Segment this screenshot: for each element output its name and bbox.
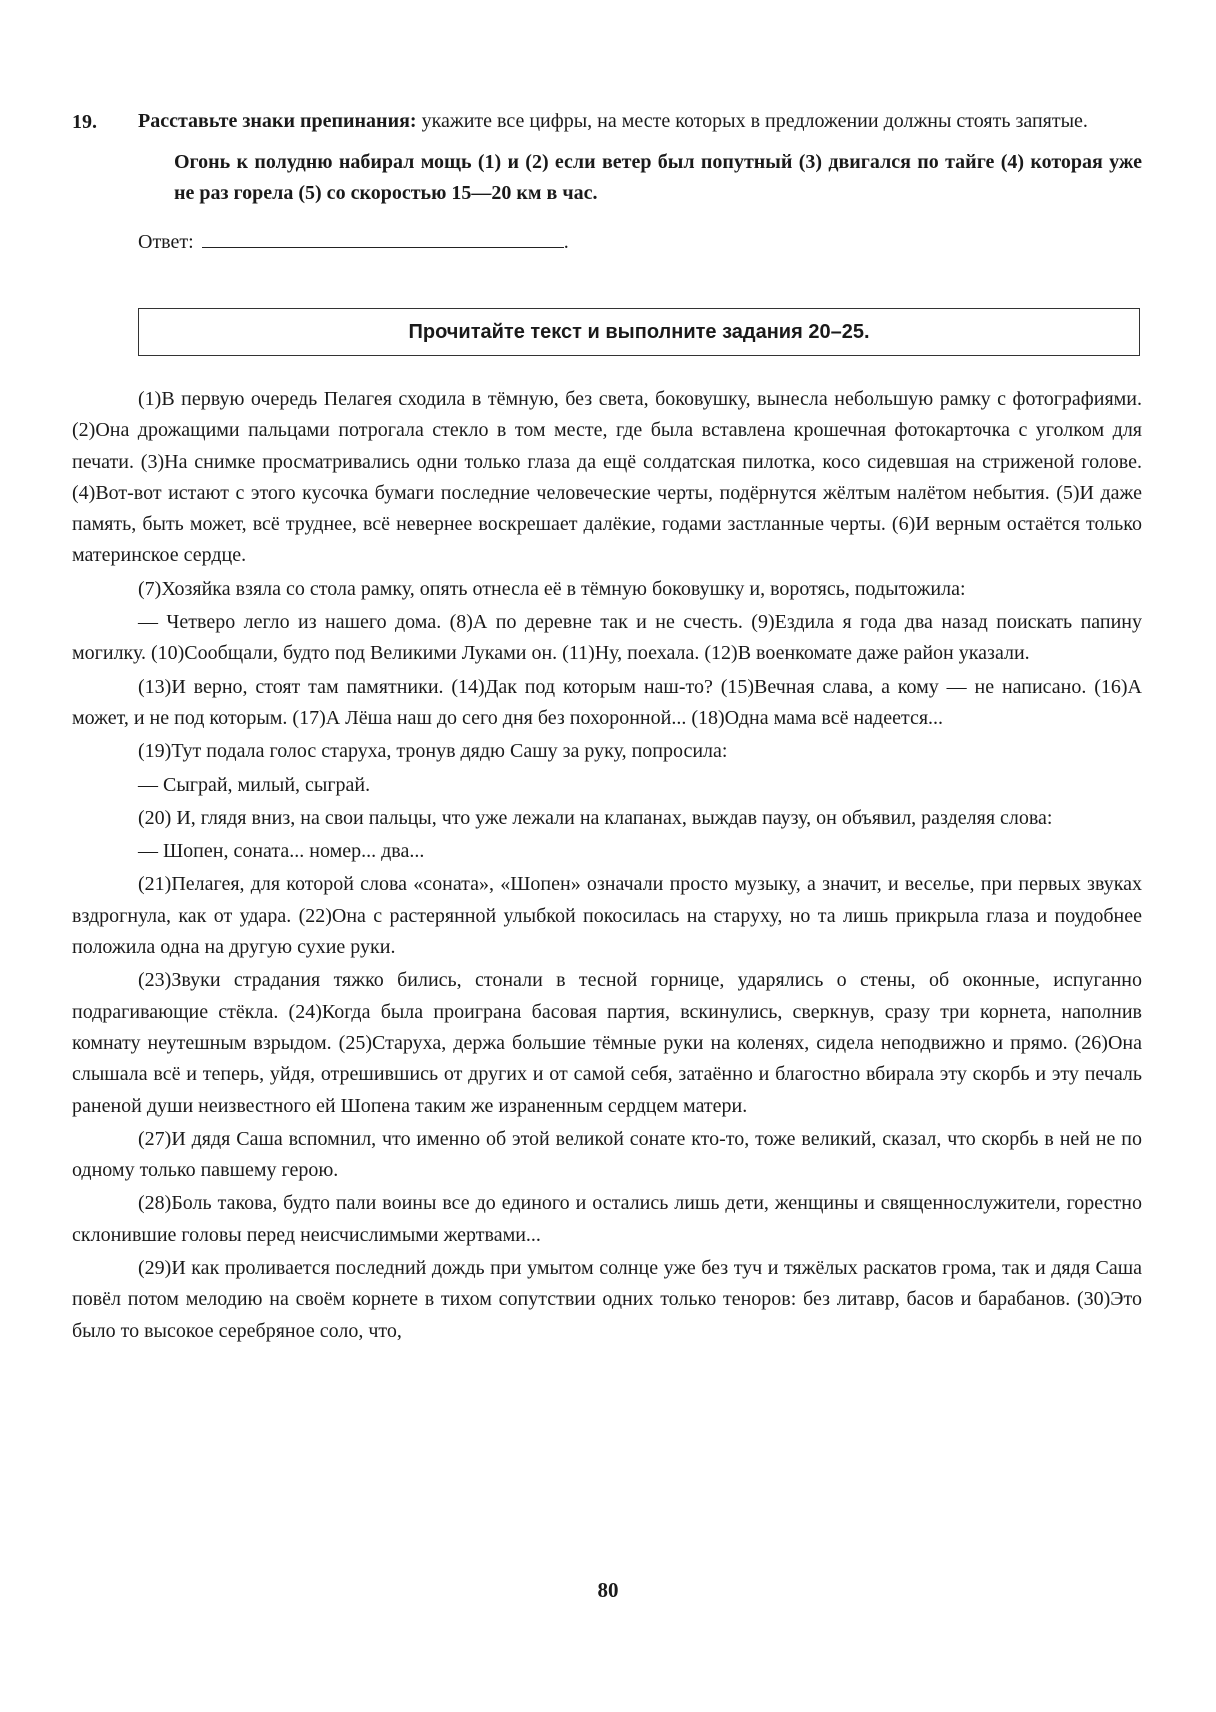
page-number: 80 — [597, 1578, 619, 1602]
reading-text — [72, 384, 1142, 1349]
paragraph: — Четверо легло из нашего дома. (8)А по деревне так и не счесть. (9)Ездила я года два назад поискать папину могилку. (10)Сообщали, будто под Великими Луками он. (11)Ну, поехала. (12)В военкомате даже район указали. — [72, 611, 1142, 665]
answer-end: . — [563, 231, 569, 253]
answer-label: Ответ: — [138, 231, 194, 253]
paragraph: (23)Звуки страдания тяжко бились, стонали в тесной горнице, ударялись о стены, об оконные, испуганно подрагивающие стёкла. (24)Когда была проиграна басовая партия, вскинулись, сверкнув, сразу три корнета, наполнив комнату неутешным взрыдом. (25)Старуха, держа большие тёмные руки на коленях, сидела неподвижно и прямо. (26)Она слышала всё и теперь, уйдя, отрешившись от других и от самой себя, затаённо и благостно вбирала эту скорбь и эту печаль раненой души неизвестного ей Шопена таким же израненным сердцем матери. — [72, 969, 1142, 1117]
answer-field[interactable] — [202, 225, 564, 248]
task-19 — [72, 106, 1142, 257]
answer-row — [138, 225, 1142, 257]
task-instruction — [138, 106, 1142, 137]
paragraph: (19)Тут подала голос старуха, тронув дядю Сашу за руку, попросила: — [138, 740, 728, 763]
paragraph: (21)Пелагея, для которой слова «соната», «Шопен» означали просто музыку, а значит, и веселье, при первых звуках вздрогнула, как от удара. (22)Она с растерянной улыбкой покосилась на старуху, но та лишь прикрыла глаза и поудобнее положила одна на другую сухие руки. — [72, 873, 1142, 959]
paragraph: (1)В первую очередь Пелагея сходила в тёмную, без света, боковушку, вынесла небольшую рамку с фотографиями. (2)Она дрожащими пальцами потрогала стекло в том месте, где была вставлена крошечная фотокарточка с уголком для печати. (3)На снимке просматривались одни только глаза да ещё солдатская пилотка, косо сидевшая на стриженой голове. (4)Вот-вот истают с этого кусочка бумаги последние человеческие черты, подёрнутся жёлтым налётом небытия. (5)И даже память, быть может, всё труднее, всё невернее воскрешает далёкие, годами застланные черты. (6)И верным остаётся только материнское сердце. — [72, 388, 1142, 567]
task-body — [138, 106, 1142, 257]
paragraph: (13)И верно, стоят там памятники. (14)Дак под которым наш-то? (15)Вечная слава, а кому — не написано. (16)А может, и не под которым. (17)А Лёша наш до сего дня без похоронной... (18)Одна мама всё надеется... — [72, 675, 1142, 729]
task-sentence: Огонь к полудню набирал мощь (1) и (2) если ветер был попутный (3) двигался по тайге (4) которая уже не раз горела (5) со скоростью 15—20 км в час. — [174, 151, 1142, 204]
paragraph: (20) И, глядя вниз, на свои пальцы, что уже лежали на клапанах, выждав паузу, он объявил, разделяя слова: — [138, 806, 1053, 829]
instruction-bold: Расставьте знаки препинания: — [138, 110, 417, 132]
task-number: 19. — [72, 111, 97, 133]
paragraph: (28)Боль такова, будто пали воины все до единого и остались лишь дети, женщины и священнослужители, горестно склонившие головы перед неисчислимыми жертвами... — [72, 1192, 1142, 1246]
instruction-box: Прочитайте текст и выполните задания 20–25. — [138, 308, 1140, 356]
paragraph: — Сыграй, милый, сыграй. — [138, 773, 371, 796]
paragraph: (29)И как проливается последний дождь при умытом солнце уже без туч и тяжёлых раскатов грома, так и дядя Саша повёл потом мелодию на своём корнете в тихом сопутствии одних только теноров: без литавр, басов и барабанов. (30)Это было то высокое серебряное соло, что, — [72, 1257, 1142, 1342]
paragraph: — Шопен, соната... номер... два... — [138, 840, 425, 863]
instruction-rest: укажите все цифры, на месте которых в предложении должны стоять запятые. — [416, 110, 1088, 132]
paragraph: (27)И дядя Саша вспомнил, что именно об этой великой сонате кто-то, тоже великий, сказал, что скорбь в ней не по одному только павшему герою. — [72, 1127, 1142, 1182]
paragraph: (7)Хозяйка взяла со стола рамку, опять отнесла её в тёмную боковушку и, воротясь, подытожила: — [138, 577, 966, 600]
